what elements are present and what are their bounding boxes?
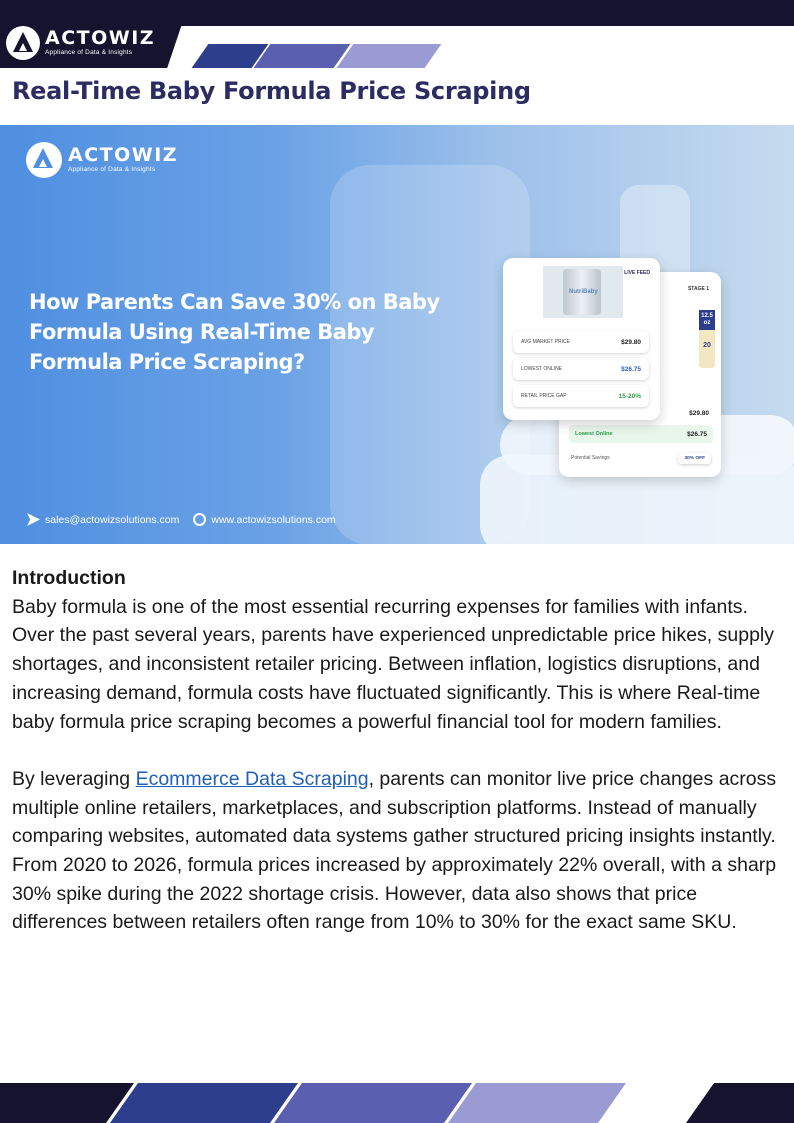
stage-label: STAGE 1 xyxy=(687,286,709,292)
product-label: NutriBaby xyxy=(569,289,598,295)
hero-contact xyxy=(27,513,336,526)
price-row-label: RETAIL PRICE GAP xyxy=(521,393,567,399)
price-row xyxy=(513,331,649,353)
price-card-front xyxy=(503,258,660,420)
market-price: $29.80 xyxy=(689,410,709,417)
paragraph-text: , parents can monitor live price changes across multiple online retailers, marketplaces, and subscription platforms. Instead of manually comparing websites, automated data systems gather structured pricing insights instantly. From 2020 to 2026, formula prices increased by approximately 22% overall, with a sharp 30% spike during the 2022 shortage crisis. However, data also shows that price differences between retailers often range from 10% to 30% for the exact same SKU. xyxy=(12,767,777,934)
price-row-value: $26.75 xyxy=(621,365,641,373)
lowest-online-value: $26.75 xyxy=(687,430,707,438)
hero-banner xyxy=(0,125,794,544)
price-row-value: 15-20% xyxy=(618,392,641,400)
price-row xyxy=(513,385,649,407)
live-feed-label: LIVE FEED xyxy=(624,270,650,276)
paragraph-text: By leveraging xyxy=(12,767,136,790)
product-badge xyxy=(699,310,715,368)
formula-can-image xyxy=(563,269,601,315)
lowest-online-label: Lowest Online xyxy=(575,431,613,437)
hero-logo xyxy=(26,142,178,178)
decor-stripe xyxy=(448,1083,626,1123)
ecommerce-data-scraping-link[interactable]: Ecommerce Data Scraping xyxy=(135,767,369,790)
top-bar xyxy=(0,0,794,68)
actowiz-logo-icon xyxy=(26,142,62,178)
decor-stripe xyxy=(337,44,442,68)
hero-brand-name: ACTOWIZ xyxy=(68,144,179,167)
lowest-online-row xyxy=(569,425,713,443)
badge-number: 20 xyxy=(703,342,711,349)
article-body xyxy=(12,564,782,937)
actowiz-logo-icon xyxy=(6,26,40,60)
price-row-label: AVG MARKET PRICE xyxy=(521,339,570,345)
paragraph xyxy=(12,765,782,937)
savings-label: Potential Savings xyxy=(571,455,610,461)
price-row xyxy=(513,358,649,380)
footer-decor xyxy=(0,1083,794,1123)
contact-website[interactable]: www.actowizsolutions.com xyxy=(211,513,336,526)
contact-email[interactable]: sales@actowizsolutions.com xyxy=(45,513,180,526)
badge-size: 12.5 oz xyxy=(699,310,715,330)
decor-stripe xyxy=(254,44,351,68)
intro-heading: Introduction xyxy=(12,567,126,589)
price-row-label: LOWEST ONLINE xyxy=(521,366,563,372)
decor-stripe xyxy=(110,1083,298,1123)
savings-pill: 30% OFF xyxy=(678,453,711,464)
hero-headline: How Parents Can Save 30% on Baby Formula Using Real-Time Baby Formula Price Scraping? xyxy=(29,290,440,374)
page-title: Real-Time Baby Formula Price Scraping xyxy=(12,77,531,105)
intro-paragraph: Baby formula is one of the most essential recurring expenses for families with infants. Over the past several years, parents have experienced unpredictable price hikes, supply shortages, and inconsistent retailer pricing. Between inflation, logistics disruptions, and increasing demand, formula costs have fluctuated significantly. This is where Real-time baby formula price scraping becomes a powerful financial tool for modern families. xyxy=(12,595,775,733)
brand-logo[interactable] xyxy=(6,26,155,60)
send-icon xyxy=(27,513,40,526)
price-row-value: $29.80 xyxy=(621,338,641,346)
globe-icon xyxy=(193,513,206,526)
hero-brand-tagline: Appliance of Data & Insights xyxy=(68,166,156,174)
brand-tagline: Appliance of Data & Insights xyxy=(45,49,133,57)
brand-name: ACTOWIZ xyxy=(45,27,156,50)
savings-row xyxy=(569,450,713,466)
decor-stripe xyxy=(686,1083,794,1123)
decor-stripe xyxy=(274,1083,472,1123)
